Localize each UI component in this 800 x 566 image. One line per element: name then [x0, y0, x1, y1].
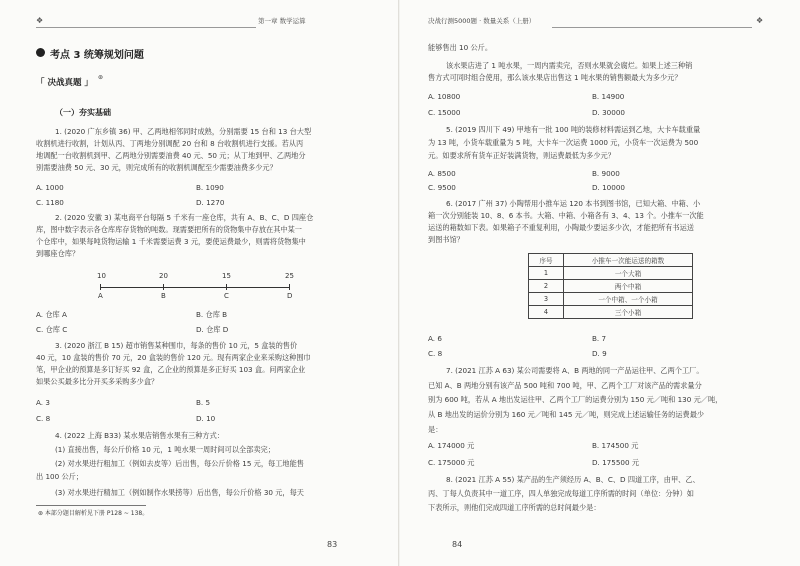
q1-choice-a: A. 1000: [36, 183, 64, 192]
q4-choice-c: C. 15000: [428, 108, 461, 117]
q1-line: 别需要油费 50 元、30 元，则完成所有的收割机调配至少需要油费多少元？: [36, 163, 277, 172]
q5-choice-d: D. 10000: [592, 183, 625, 192]
q4-choice-d: D. 30000: [592, 108, 625, 117]
q2-line: 库，图中数字表示各仓库库存货物的吨数。现需要把所有的货物集中存放在其中某一: [36, 225, 302, 234]
q4-line: (1) 直接出售，每公斤价格 10 元，1 吨水果一周时间可以全部卖完；: [55, 445, 275, 454]
number-line-tick: [226, 284, 227, 290]
table-cell: 2: [529, 280, 564, 293]
q5-choice-a: A. 8500: [428, 169, 456, 178]
q1-choice-c: C. 1180: [36, 198, 64, 207]
table-cell: 一个大箱: [564, 267, 693, 280]
q5-choice-b: B. 9000: [592, 169, 620, 178]
q3-line: 40 元，10 盒装的售价 70 元，20 盒装的售价 120 元。现有两家企业来采购这种围巾: [36, 353, 311, 362]
table-row: [529, 306, 693, 319]
q1-line: 1. (2020 广东乡镇 36) 甲、乙两地相邻同时成熟，分别需要 15 台和 13 台大型: [55, 127, 312, 136]
q7-choice-d: D. 175500 元: [592, 458, 640, 467]
q4-line: 售方式可同时组合使用，那么该水果店出售这 1 吨水果的销售额最大为多少元？: [428, 73, 682, 82]
q5-line: 元。如要求所有货车正好装满货物，则运费最低为多少元？: [428, 151, 615, 160]
q6-choice-d: D. 9: [592, 349, 607, 358]
q8-line: 8. (2021 江苏 A 55) 某产品的生产须经历 A、B、C、D 四道工序，由甲、乙、: [446, 475, 700, 484]
number-line-value: 20: [159, 272, 168, 280]
number-line-value: 10: [97, 272, 106, 280]
q2-line: 个仓库中，如果每吨货物运输 1 千米需要运费 3 元，要使运费最少，则需将货物集中: [36, 237, 306, 246]
q4-line: 出 100 公斤；: [36, 472, 84, 481]
q4-line: (2) 对水果进行粗加工（例如去皮等）后出售，每公斤价格 15 元，每工地能售: [55, 459, 304, 468]
q1-choice-d: D. 1270: [196, 198, 225, 207]
footnote-rule: [36, 505, 146, 506]
table-header-cell: 小推车一次能运送的箱数: [564, 254, 693, 267]
q1-line: 地调配一台收割机到甲、乙两地分别需要油费 40 元、50 元；从丁地到甲、乙两地分: [36, 151, 306, 160]
q3-line: 笔，甲企业的预算是多订好买 92 盒，乙企业的预算是多正好买 103 盒。问两家企业: [36, 365, 306, 374]
q2-choice-a: A. 仓库 A: [36, 310, 67, 319]
q7-line: 是：: [428, 425, 443, 434]
q4-line: 4. (2022 上海 B33) 某水果店销售水果有三种方式：: [55, 431, 224, 440]
q5-line: 为 13 吨，小货车载重量为 5 吨，大卡车一次运费 1000 元，小货车一次运费为 500: [428, 138, 699, 147]
q1-line: 收割机进行收割，计划从丙、丁两地分别调配 20 台和 8 台收割机进行支援。若从丙: [36, 139, 304, 148]
q6-line: 6. (2017 广州 37) 小陶帮用小推车运 120 本书到图书馆，已知大箱、中箱、小: [446, 199, 701, 208]
number-line-tick: [289, 284, 290, 290]
q4-choice-a: A. 10800: [428, 92, 461, 101]
number-line-label: A: [98, 292, 103, 300]
q6-line: 到图书馆？: [428, 235, 464, 244]
table-cell: 3: [529, 293, 564, 306]
q2-choice-d: D. 仓库 D: [196, 325, 229, 334]
q7-choice-a: A. 174000 元: [428, 441, 475, 450]
table-cell: 两个中箱: [564, 280, 693, 293]
q3-choice-c: C. 8: [36, 414, 51, 423]
real-exam-mark: ⊛: [98, 74, 104, 81]
q8-line: 下表所示，则他们完成四道工序所需的总时间最少是：: [428, 503, 601, 512]
number-line-value: 25: [285, 272, 294, 280]
q6-line: 箱一次分别能装 10、8、6 本书。大箱、中箱、小箱各有 3、4、13 个。小推车一次能: [428, 211, 704, 220]
q3-line: 3. (2020 浙江 B 15) 超市销售某种围巾，每条的售价 10 元，5 盒装的售价: [55, 341, 298, 350]
q2-line: 到哪座仓库？: [36, 249, 80, 258]
table-header-row: [529, 254, 693, 267]
q7-line: 7. (2021 江苏 A 63) 某公司需要将 A、B 两地的同一产品运往甲、乙两个工厂。: [446, 366, 704, 375]
section-title: 考点 3 统筹规划问题: [50, 50, 144, 61]
q6-choice-a: A. 6: [428, 334, 442, 343]
q4-choice-b: B. 14900: [592, 92, 625, 101]
q8-line: 丙、丁每人负责其中一道工序，四人单独完成每道工序所需的时间（单位：分钟）如: [428, 489, 694, 498]
q7-line: 从 B 地出发的运价分别为 160 元／吨和 145 元／吨，则完成上述运输任务的运费最少: [428, 410, 705, 419]
table-row: [529, 280, 693, 293]
q6-choice-b: B. 7: [592, 334, 607, 343]
header-rule: [552, 27, 752, 28]
q7-choice-b: B. 174500 元: [592, 441, 639, 450]
section-bullet-icon: [36, 48, 45, 57]
table-cell: 三个小箱: [564, 306, 693, 319]
q5-line: 5. (2019 四川下 49) 甲地有一批 100 吨的装修材料需运到乙地，大卡车载重量: [446, 125, 701, 134]
table-row: [529, 293, 693, 306]
q3-line: 如果公买最多比分开买多采购多少盒？: [36, 377, 159, 386]
subsection-title: （一）夯实基础: [55, 108, 111, 117]
footnote: ⊛ 本部分题目解析见下册 P128 ~ 138。: [38, 510, 149, 517]
page-number: 84: [452, 540, 463, 549]
table-cell: 4: [529, 306, 564, 319]
header-ornament-icon: ❖: [36, 16, 44, 25]
q1-choice-b: B. 1090: [196, 183, 224, 192]
q7-choice-c: C. 175000 元: [428, 458, 475, 467]
number-line-label: B: [161, 292, 166, 300]
q7-line: 已知 A、B 两地分别有该产品 500 吨和 700 吨，甲、乙两个工厂对该产品的需求量分: [428, 381, 702, 390]
q4-continuation: 能够售出 10 公斤。: [428, 43, 493, 52]
q4-line: 该水果店进了 1 吨水果，一周内需卖完，否则水果就会腐烂。如果上述三种销: [446, 61, 693, 70]
q5-choice-c: C. 9500: [428, 183, 456, 192]
q4-line: (3) 对水果进行精加工（例如制作水果捞等）后出售，每公斤价格 30 元，每天: [55, 488, 304, 497]
q2-choice-b: B. 仓库 B: [196, 310, 228, 319]
number-line-tick: [163, 284, 164, 290]
number-line-label: D: [287, 292, 293, 300]
number-line-value: 15: [222, 272, 231, 280]
header-chapter: 第一章 数学运算: [258, 17, 306, 25]
page-number: 83: [327, 540, 338, 549]
q2-line: 2. (2020 安徽 3) 某电商平台每隔 5 千米有一座仓库，共有 A、B、C、D 四座仓: [55, 213, 314, 222]
q6-choice-c: C. 8: [428, 349, 443, 358]
number-line-label: C: [224, 292, 229, 300]
header-rule: [36, 27, 256, 28]
q3-choice-b: B. 5: [196, 398, 211, 407]
number-line: [100, 287, 290, 288]
q2-choice-c: C. 仓库 C: [36, 325, 68, 334]
table-cell: 1: [529, 267, 564, 280]
q6-line: 运送的箱数如下表。如果箱子不重复利用，小陶最少要运多少次，才能把所有书运送: [428, 223, 694, 232]
table-cell: 一个中箱、一个小箱: [564, 293, 693, 306]
header-ornament-icon: ❖: [756, 16, 764, 25]
q7-line: 别为 600 吨，若从 A 地出发运往甲、乙两个工厂的运费分别为 150 元／吨和 130 元／吨，: [428, 395, 723, 404]
table-row: [529, 267, 693, 280]
q3-choice-d: D. 10: [196, 414, 216, 423]
cart-capacity-table: [528, 253, 693, 319]
q3-choice-a: A. 3: [36, 398, 50, 407]
number-line-tick: [100, 284, 101, 290]
table-header-cell: 序号: [529, 254, 564, 267]
header-book-title: 决战行测5000题 · 数量关系（上册）: [428, 17, 536, 25]
real-exam-label: 「 决战真题 」: [36, 78, 93, 88]
